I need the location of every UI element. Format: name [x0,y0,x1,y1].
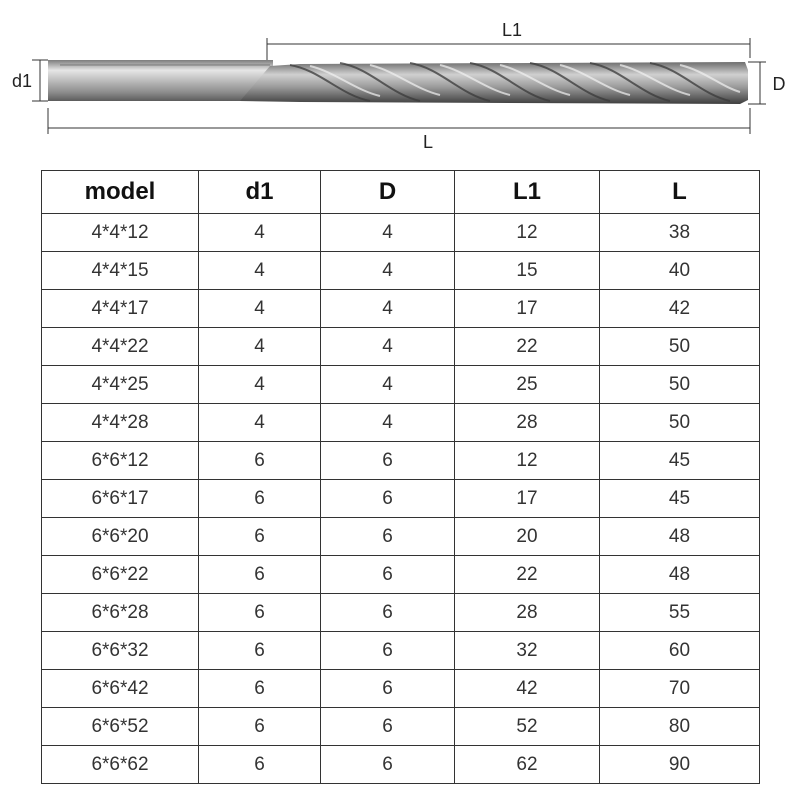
cell-d1: 4 [199,214,321,252]
cell-L1: 22 [455,556,600,594]
cell-D: 6 [321,670,455,708]
table-row [42,480,760,518]
table-row [42,290,760,328]
cell-D: 6 [321,708,455,746]
cell-d1: 6 [199,556,321,594]
cell-model: 6*6*52 [42,708,199,746]
cell-model: 6*6*28 [42,594,199,632]
cell-model: 6*6*32 [42,632,199,670]
cell-L1: 52 [455,708,600,746]
cell-d1: 6 [199,708,321,746]
cell-model: 6*6*42 [42,670,199,708]
cell-L: 48 [600,518,760,556]
cell-L: 42 [600,290,760,328]
cell-L1: 12 [455,214,600,252]
header-D: D [321,171,455,214]
cell-D: 6 [321,442,455,480]
cell-D: 4 [321,328,455,366]
cell-L: 55 [600,594,760,632]
cell-model: 4*4*25 [42,366,199,404]
cell-L1: 17 [455,290,600,328]
specification-table [41,170,760,784]
cell-D: 4 [321,404,455,442]
cell-d1: 6 [199,442,321,480]
d1-dimension-label: d1 [11,71,33,91]
cell-model: 6*6*12 [42,442,199,480]
cell-d1: 6 [199,518,321,556]
l-dimension-label: L [422,132,434,152]
cell-L1: 22 [455,328,600,366]
cell-d1: 4 [199,252,321,290]
header-d1: d1 [199,171,321,214]
table-header-row [42,171,760,214]
cell-D: 4 [321,366,455,404]
table-row [42,252,760,290]
cell-L: 70 [600,670,760,708]
cell-model: 6*6*17 [42,480,199,518]
table-row [42,214,760,252]
cell-L: 90 [600,746,760,784]
cell-d1: 6 [199,480,321,518]
table-row [42,328,760,366]
cell-model: 4*4*12 [42,214,199,252]
header-L: L [600,171,760,214]
table-row [42,708,760,746]
cell-L1: 28 [455,404,600,442]
cell-d1: 4 [199,290,321,328]
table-row [42,442,760,480]
table-row [42,518,760,556]
cell-L: 80 [600,708,760,746]
table-row [42,556,760,594]
cell-D: 6 [321,556,455,594]
cell-L1: 15 [455,252,600,290]
cell-L1: 25 [455,366,600,404]
cell-L: 50 [600,328,760,366]
cell-d1: 6 [199,594,321,632]
cell-L1: 17 [455,480,600,518]
d-dimension-label: D [772,74,786,94]
cell-D: 6 [321,632,455,670]
cell-d1: 6 [199,670,321,708]
table-row [42,632,760,670]
cell-d1: 4 [199,404,321,442]
cell-D: 6 [321,518,455,556]
cell-d1: 4 [199,366,321,404]
cell-L: 45 [600,480,760,518]
cell-model: 6*6*62 [42,746,199,784]
table-row [42,746,760,784]
cell-L: 48 [600,556,760,594]
cell-L1: 62 [455,746,600,784]
table-row [42,404,760,442]
cell-D: 6 [321,746,455,784]
cell-D: 4 [321,214,455,252]
cell-model: 4*4*17 [42,290,199,328]
cell-model: 4*4*22 [42,328,199,366]
cell-L: 38 [600,214,760,252]
cell-L: 60 [600,632,760,670]
cell-model: 6*6*20 [42,518,199,556]
cell-L: 50 [600,366,760,404]
cell-model: 4*4*28 [42,404,199,442]
cell-L1: 28 [455,594,600,632]
cell-L: 45 [600,442,760,480]
cell-L: 50 [600,404,760,442]
end-mill-dimension-diagram [0,0,800,160]
cell-L1: 32 [455,632,600,670]
cell-model: 6*6*22 [42,556,199,594]
table-row [42,366,760,404]
table-body [42,214,760,784]
table-row [42,670,760,708]
cell-d1: 4 [199,328,321,366]
cell-D: 6 [321,594,455,632]
cell-D: 4 [321,290,455,328]
cell-d1: 6 [199,746,321,784]
l1-dimension-label: L1 [501,20,523,40]
cell-d1: 6 [199,632,321,670]
end-mill-tool [48,60,748,104]
cell-D: 6 [321,480,455,518]
cell-D: 4 [321,252,455,290]
cell-L: 40 [600,252,760,290]
table-row [42,594,760,632]
cell-L1: 42 [455,670,600,708]
header-L1: L1 [455,171,600,214]
cell-L1: 20 [455,518,600,556]
tool-shank [48,60,273,101]
cell-L1: 12 [455,442,600,480]
cell-model: 4*4*15 [42,252,199,290]
header-model: model [42,171,199,214]
